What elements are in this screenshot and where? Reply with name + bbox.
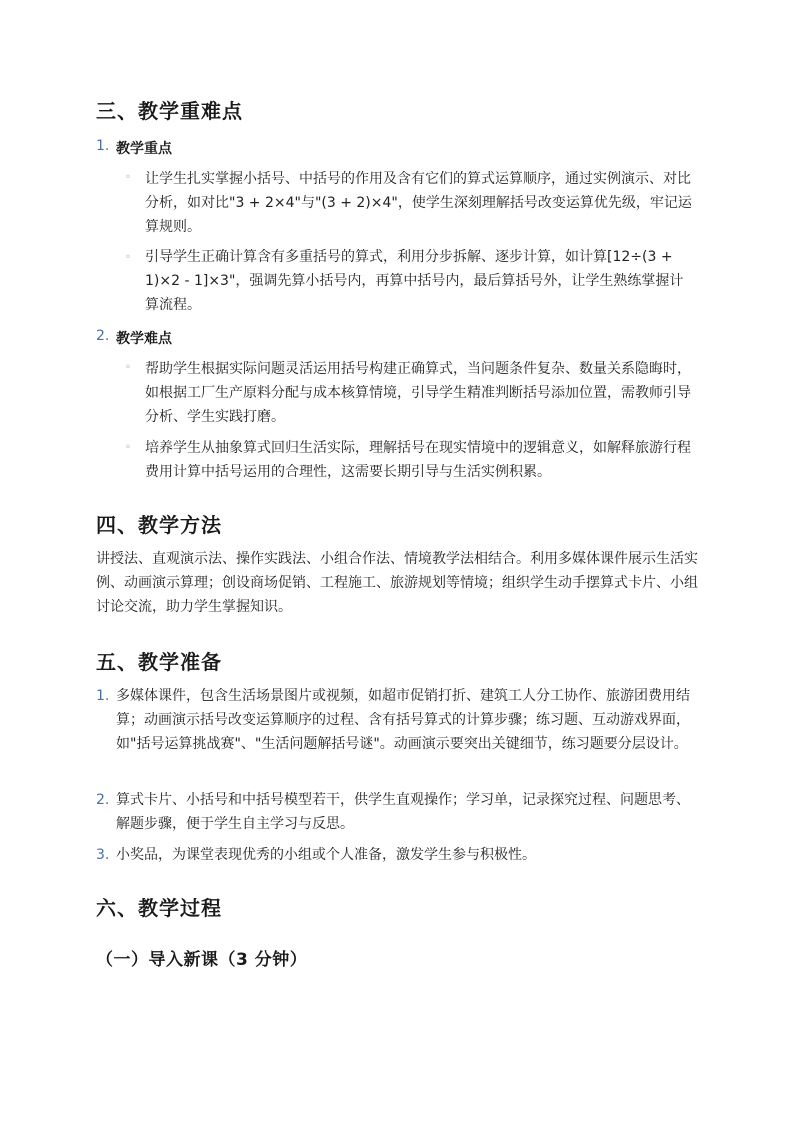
section-heading-teaching-process: 六、教学过程 bbox=[96, 896, 222, 920]
list-item: 引导学生正确计算含有多重括号的算式，利用分步拆解、逐步计算，如计算[12÷(3 + 1)×2 - 1]×3"，强调先算小括号内，再算中括号内，最后算括号外，让学生熟练掌握计算流程。 bbox=[145, 249, 684, 313]
methods-paragraph: 讲授法、直观演示法、操作实践法、小组合作法、情境教学法相结合。利用多媒体课件展示生活实例、动画演示算理；创设商场促销、工程施工、旅游规划等情境；组织学生动手摆算式卡片、小组讨论交流，助力学生掌握知识。 bbox=[96, 551, 698, 615]
subsection-heading-introduction: （一）导入新课（3 分钟） bbox=[96, 950, 308, 970]
bullet-icon: ◦ bbox=[125, 362, 131, 373]
list-number: 1. bbox=[96, 138, 110, 154]
list-item: 帮助学生根据实际问题灵活运用括号构建正确算式，当问题条件复杂、数量关系隐晦时，如根据工厂生产原料分配与成本核算情境，引导学生精准判断括号添加位置，需教师引导分析、学生实践打磨。 bbox=[145, 361, 691, 425]
list-number: 1. bbox=[96, 688, 110, 704]
subheading-difficult-points: 教学难点 bbox=[116, 331, 172, 347]
list-item: 多媒体课件，包含生活场景图片或视频，如超市促销打折、建筑工人分工协作、旅游团费用结算；动画演示括号改变运算顺序的过程、含有括号算式的计算步骤；练习题、互动游戏界面，如"括号运算挑战赛"、"生活问题解括号谜"。动画演示要突出关键细节，练习题要分层设计。 bbox=[116, 688, 690, 752]
section-heading-teaching-methods: 四、教学方法 bbox=[96, 513, 222, 537]
section-heading-key-difficult-points: 三、教学重难点 bbox=[96, 99, 243, 123]
subheading-key-points: 教学重点 bbox=[116, 141, 172, 157]
section-heading-teaching-preparation: 五、教学准备 bbox=[96, 650, 222, 674]
list-number: 2. bbox=[96, 792, 110, 808]
list-item: 算式卡片、小括号和中括号模型若干，供学生直观操作；学习单，记录探究过程、问题思考、解题步骤，便于学生自主学习与反思。 bbox=[116, 792, 690, 832]
bullet-icon: ◦ bbox=[125, 172, 131, 183]
list-number: 3. bbox=[96, 847, 110, 863]
list-number: 2. bbox=[96, 328, 110, 344]
list-item: 让学生扎实掌握小括号、中括号的作用及含有它们的算式运算顺序，通过实例演示、对比分析，如对比"3 + 2×4"与"(3 + 2)×4"，使学生深刻理解括号改变运算优先级，牢记运算规则。 bbox=[145, 171, 692, 235]
bullet-icon: ◦ bbox=[125, 442, 131, 453]
list-item: 培养学生从抽象算式回归生活实际，理解括号在现实情境中的逻辑意义，如解释旅游行程费用计算中括号运用的合理性，这需要长期引导与生活实例积累。 bbox=[145, 440, 691, 480]
bullet-icon: ◦ bbox=[125, 252, 131, 263]
list-item: 小奖品，为课堂表现优秀的小组或个人准备，激发学生参与积极性。 bbox=[116, 847, 536, 863]
